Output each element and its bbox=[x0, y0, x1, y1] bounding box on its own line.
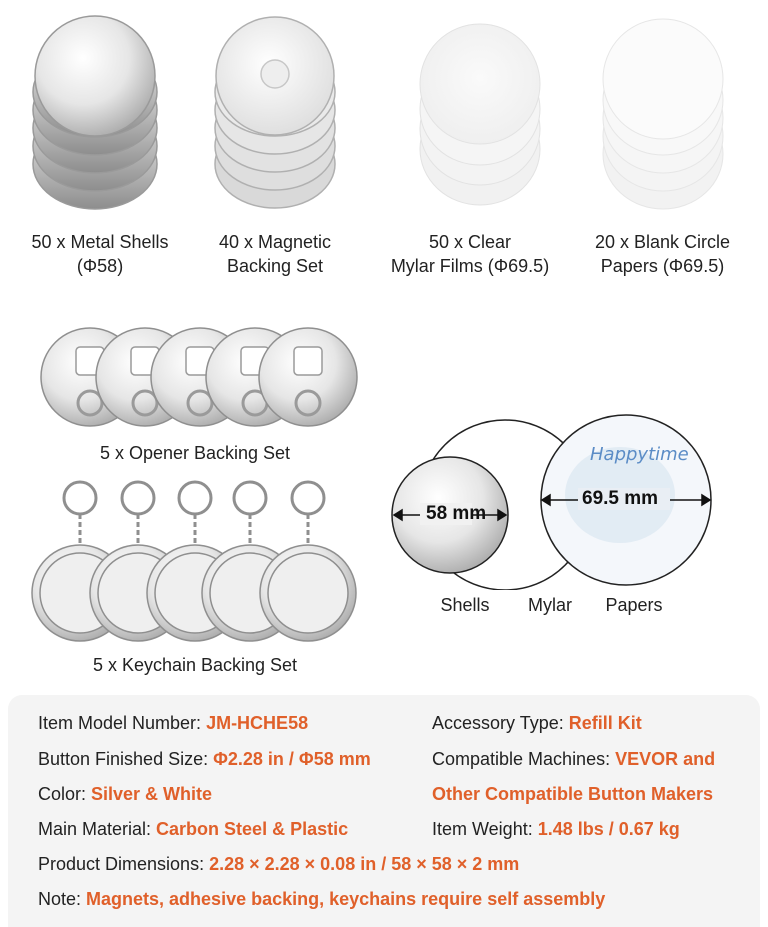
spec-accessory-label: Accessory Type: bbox=[432, 713, 569, 733]
spec-material-value: Carbon Steel & Plastic bbox=[156, 819, 349, 839]
mylar-caption bbox=[370, 230, 570, 278]
svg-text:Happytime: Happytime bbox=[590, 444, 689, 465]
spec-machines-value2: Other Compatible Button Makers bbox=[432, 784, 714, 804]
metal-shell-stack-icon bbox=[30, 14, 160, 214]
diagram-label-mylar: Mylar bbox=[528, 595, 572, 615]
metal-shells-line2: (Φ58) bbox=[76, 256, 124, 276]
spec-dimensions bbox=[38, 852, 519, 876]
magnetic-line2: Backing Set bbox=[226, 256, 324, 276]
spec-weight-value: 1.48 lbs / 0.67 kg bbox=[537, 819, 680, 839]
size-diagram bbox=[390, 410, 730, 590]
mylar-line2: Mylar Films (Φ69.5) bbox=[390, 256, 550, 276]
papers-line2: Papers (Φ69.5) bbox=[600, 256, 725, 276]
magnetic-backing-stack-icon bbox=[212, 14, 342, 214]
spec-model bbox=[38, 711, 308, 735]
spec-note-value: Magnets, adhesive backing, keychains require self assembly bbox=[86, 889, 606, 909]
mylar-line1: 50 x Clear bbox=[428, 232, 512, 252]
spec-material-label: Main Material: bbox=[38, 819, 157, 839]
diagram-label-papers: Papers bbox=[605, 595, 663, 615]
mylar-film-stack-icon bbox=[415, 14, 545, 214]
diagram-label-shells: Shells bbox=[440, 595, 490, 615]
spec-note bbox=[38, 887, 605, 911]
papers-line1: 20 x Blank Circle bbox=[594, 232, 731, 252]
spec-accessory-value: Refill Kit bbox=[568, 713, 642, 733]
spec-model-value: JM-HCHE58 bbox=[206, 713, 309, 733]
opener-line1: 5 x Opener Backing Set bbox=[99, 443, 291, 463]
shell-size-label: 58 mm bbox=[426, 503, 487, 524]
opener-caption bbox=[40, 441, 350, 465]
spec-machines-value: VEVOR and bbox=[615, 749, 716, 769]
spec-weight-label: Item Weight: bbox=[432, 819, 538, 839]
spec-dimensions-label: Product Dimensions: bbox=[38, 854, 210, 874]
keychain-caption bbox=[40, 653, 350, 677]
spec-color-value: Silver & White bbox=[91, 784, 213, 804]
spec-color bbox=[38, 782, 212, 806]
spec-note-label: Note: bbox=[38, 889, 87, 909]
spec-size-label: Button Finished Size: bbox=[38, 749, 214, 769]
spec-machines-label: Compatible Machines: bbox=[432, 749, 616, 769]
paper-circle-stack-icon bbox=[598, 14, 728, 214]
spec-material bbox=[38, 817, 348, 841]
keychain-line1: 5 x Keychain Backing Set bbox=[92, 655, 298, 675]
bottle-opener-backing-icon bbox=[40, 325, 360, 435]
spec-machines-cont bbox=[432, 782, 713, 806]
spec-size-value: Φ2.28 in / Φ58 mm bbox=[213, 749, 371, 769]
keychain-backing-icon bbox=[30, 478, 360, 648]
metal-shells-caption bbox=[10, 230, 190, 278]
spec-color-label: Color: bbox=[38, 784, 92, 804]
spec-model-label: Item Model Number: bbox=[38, 713, 207, 733]
spec-size bbox=[38, 747, 371, 771]
film-size-label: 69.5 mm bbox=[582, 488, 659, 509]
metal-shells-line1: 50 x Metal Shells bbox=[31, 232, 169, 252]
spec-machines bbox=[432, 747, 715, 771]
spec-weight bbox=[432, 817, 680, 841]
spec-dimensions-value: 2.28 × 2.28 × 0.08 in / 58 × 58 × 2 mm bbox=[209, 854, 520, 874]
magnetic-line1: 40 x Magnetic bbox=[218, 232, 332, 252]
spec-accessory bbox=[432, 711, 642, 735]
papers-caption bbox=[570, 230, 755, 278]
magnetic-caption bbox=[190, 230, 360, 278]
